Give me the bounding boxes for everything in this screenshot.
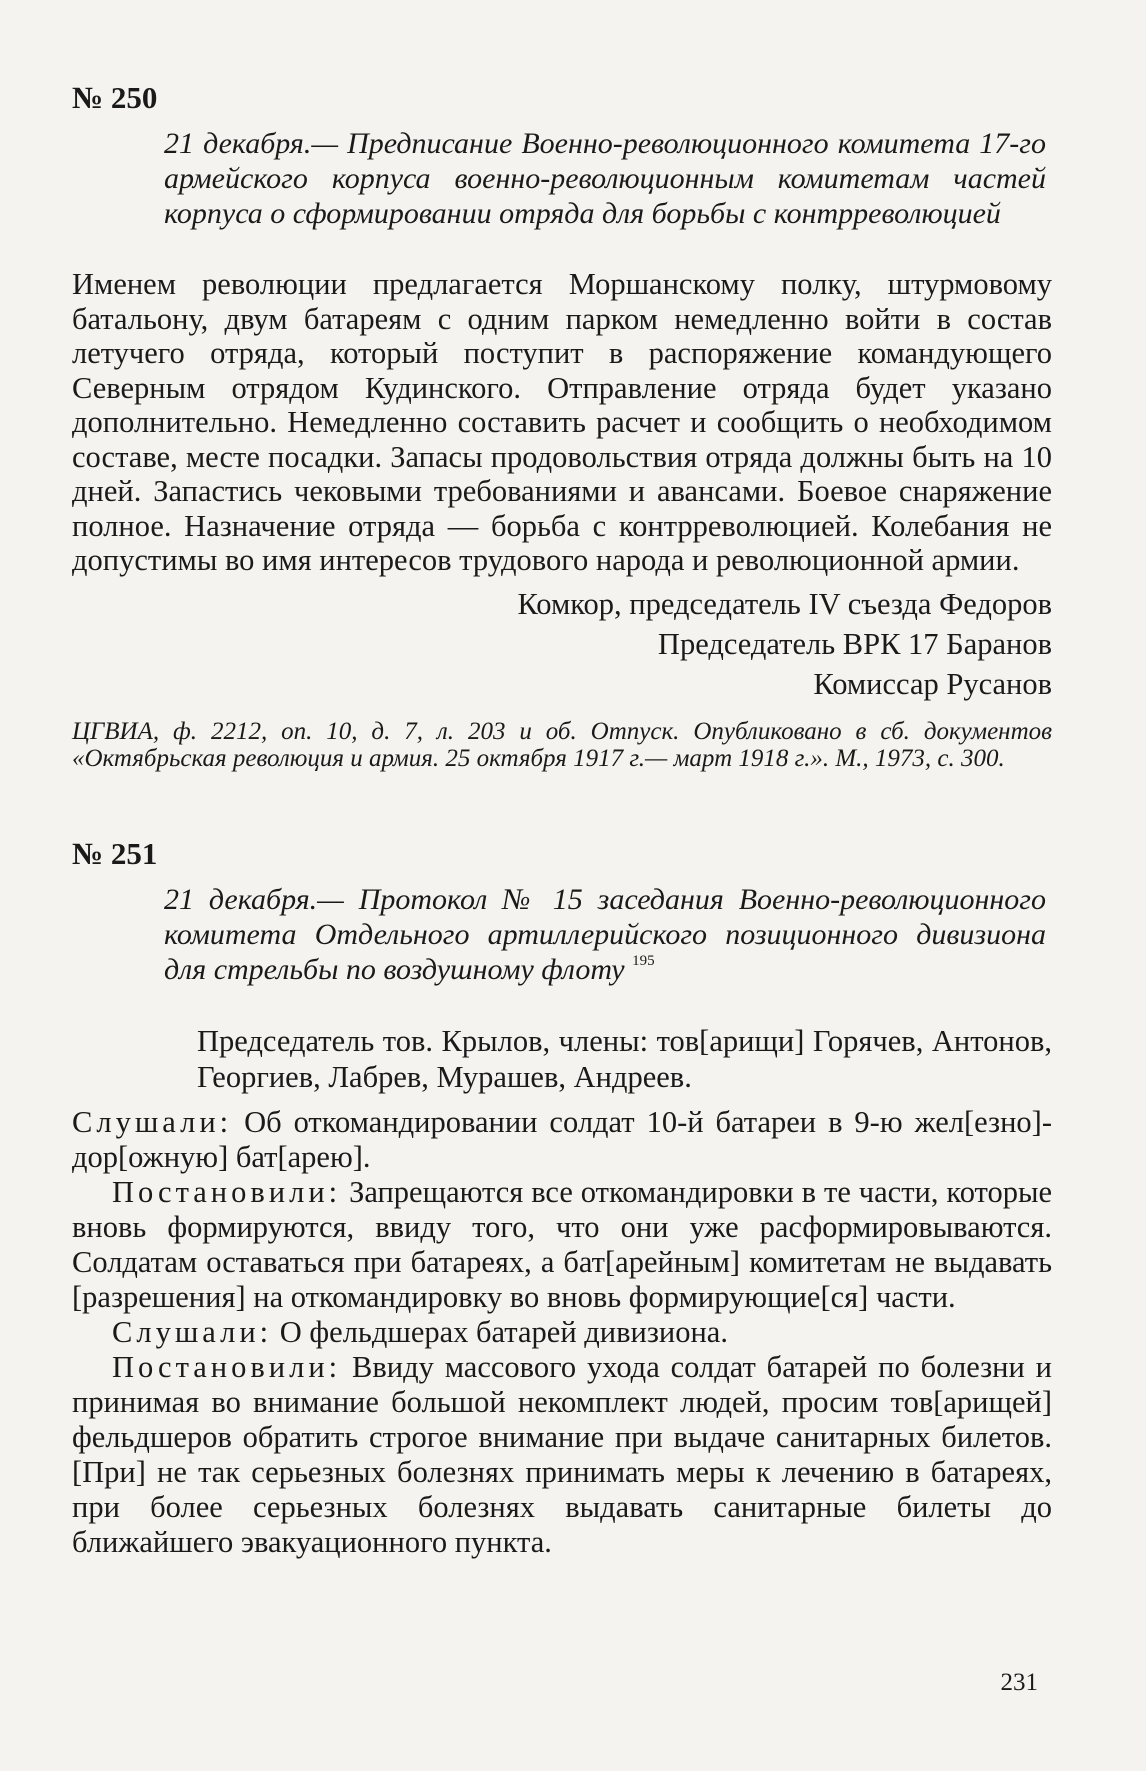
minutes-text: Об откомандировании солдат 10-й батареи в 9-ю жел[езно]-дор[ожную] бат[арею]. [72, 1104, 1052, 1174]
archive-source: ЦГВИА, ф. 2212, оп. 10, д. 7, л. 203 и об. Отпуск. Опубликовано в сб. документов «Октябрьская революция и армия. 25 октября 1917 г.— март 1918 г.». М., 1973, с. 300. [72, 717, 1052, 772]
signatures [72, 584, 1052, 704]
signature-line: Председатель ВРК 17 Баранов [657, 626, 1052, 661]
minutes-item [72, 1350, 1052, 1560]
minutes-label: Слушали: [112, 1314, 273, 1349]
minutes-item [72, 1105, 1052, 1175]
minutes-label: Постановили: [112, 1349, 342, 1384]
footnote-reference: 195 [632, 952, 655, 969]
minutes-item [72, 1175, 1052, 1315]
document-number: № 251 [72, 835, 158, 871]
page-content [72, 78, 1052, 1560]
meeting-minutes [72, 1105, 1052, 1560]
minutes-item [72, 1315, 1052, 1350]
document-body: Именем революции предлагается Моршанскому полку, штурмовому батальону, двум батареям с одним парком немедленно войти в состав летучего отряда, который поступит в распоряжение командующего Северным отрядом Кудинского. Отправление отряда будет указано дополнительно. Немедленно составить расчет и сообщить о необходимом составе, месте посадки. Запасы продовольствия отряда должны быть на 10 дней. Запастись чековыми требованиями и авансами. Боевое снаряжение полное. Назначение отряда — борьба с контрреволюцией. Колебания не допустимы во имя интересов трудового народа и революционной армии. [72, 267, 1052, 577]
document-250 [72, 78, 1052, 772]
minutes-text: О фельдшерах батарей дивизиона. [279, 1314, 728, 1349]
minutes-label: Постановили: [112, 1174, 342, 1209]
minutes-text: Запрещаются все откомандировки в те части, которые вновь формируются, ввиду того, что они уже расформировываются. Солдатам оставаться при батареях, а бат[арейным] комитетам не выдавать [разрешения] на откомандировку во вновь формирующие[ся] части. [72, 1174, 1052, 1314]
signature-line: Комкор, председатель IV съезда Федоров [517, 586, 1052, 621]
document-heading [164, 882, 1046, 987]
minutes-text: Ввиду массового ухода солдат батарей по болезни и принимая во внимание большой некомплект людей, просим тов[арищей] фельдшеров обратить строгое внимание при выдаче санитарных билетов. [При] не так серьезных болезнях принимать меры к лечению в батареях, при более серьезных болезнях выдавать санитарные билеты до ближайшего эвакуационного пункта. [72, 1349, 1052, 1559]
minutes-label: Слушали: [72, 1104, 233, 1139]
document-251 [72, 834, 1052, 1560]
document-number: № 250 [72, 80, 158, 115]
document-heading: 21 декабря.— Предписание Военно-революционного комитета 17-го армейского корпуса военно-революционным комитетам частей корпуса о сформировании отряда для борьбы с контрреволюцией [164, 127, 1046, 230]
heading-text: 21 декабря.— Протокол № 15 заседания Военно-революционного комитета Отдельного артиллерийского позиционного дивизиона для стрельбы по воздушному флоту [164, 882, 1046, 986]
page-number: 231 [1000, 1669, 1038, 1696]
signature-line: Комиссар Русанов [813, 666, 1052, 701]
attendance-list: Председатель тов. Крылов, члены: тов[арищи] Горячев, Антонов, Георгиев, Лабрев, Мурашев, Андреев. [197, 1023, 1052, 1094]
